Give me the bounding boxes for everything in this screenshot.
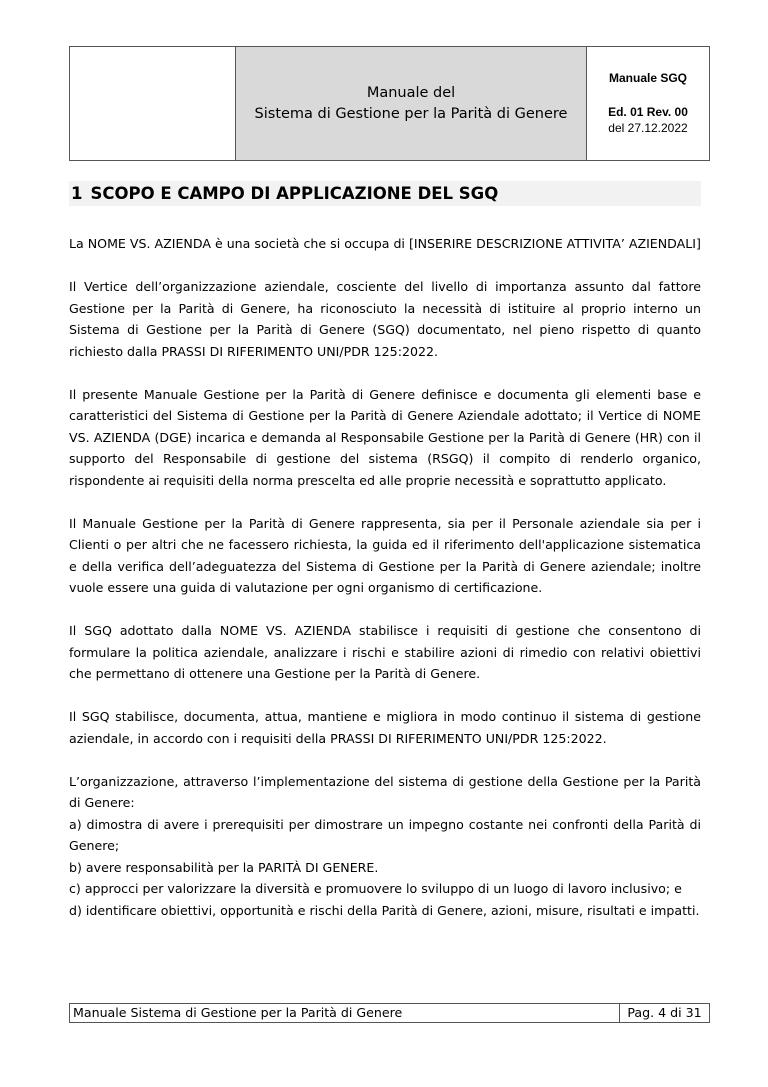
document-body — [69, 233, 701, 921]
list-item: b) avere responsabilità per la PARITÀ DI GENERE. — [69, 859, 379, 875]
logo-cell — [70, 47, 236, 160]
paragraph-6: Il SGQ stabilisce, documenta, attua, mantiene e migliora in modo continuo il sistema di gestione aziendale, in accordo con i requisiti della PRASSI DI RIFERIMENTO UNI/PDR 125:2022. — [69, 709, 701, 746]
section-heading — [69, 181, 701, 206]
paragraph-4: Il Manuale Gestione per la Parità di Genere rappresenta, sia per il Personale aziendale sia per i Clienti o per altri che ne facessero richiesta, la guida ed il riferimento dell'applicazione sistematica e della verifica dell’adeguatezza del Sistema di Gestione per la Parità di Genere aziendale; inoltre vuole essere una guida di valutazione per ogni organismo di certificazione. — [69, 515, 701, 595]
doc-code: Manuale SGQ — [608, 71, 688, 85]
section-number: 1 — [71, 184, 83, 203]
paragraph-5: Il SGQ adottato dalla NOME VS. AZIENDA stabilisce i requisiti di gestione che consentono di formulare la politica aziendale, analizzare i rischi e stabilire azioni di rimedio con relativi obiettivi che permettano di ottenere una Gestione per la Parità di Genere. — [69, 623, 701, 681]
header-title-line1: Manuale del — [366, 84, 456, 101]
document-footer — [69, 1003, 710, 1023]
list-item: d) identificare obiettivi, opportunità e rischi della Parità di Genere, azioni, misure, risultati e impatti. — [69, 902, 700, 918]
header-title — [236, 47, 587, 160]
edition-date: del 27.12.2022 — [608, 121, 688, 135]
document-header — [69, 46, 710, 161]
page-number: Pag. 4 di 31 — [627, 1005, 702, 1020]
section-title: SCOPO E CAMPO DI APPLICAZIONE DEL SGQ — [90, 184, 499, 203]
paragraph-3: Il presente Manuale Gestione per la Parità di Genere definisce e documenta gli elementi base e caratteristici del Sistema di Gestione per la Parità di Genere Aziendale adottato; il Vertice di NOME VS. AZIENDA (DGE) incarica e demanda al Responsabile Gestione per la Parità di Genere (HR) con il supporto del Responsabile di gestione del sistema (RSGQ) il compito di renderlo organico, rispondente ai requisiti della norma prescelta ed alle proprie necessità e soprattutto applicato. — [69, 386, 701, 488]
list-intro: L’organizzazione, attraverso l’implementazione del sistema di gestione della Gestione per la Parità di Genere: — [69, 773, 701, 810]
header-meta — [587, 47, 709, 160]
list-item: c) approcci per valorizzare la diversità e promuovere lo sviluppo di un luogo di lavoro inclusivo; e — [69, 881, 682, 896]
footer-title: Manuale Sistema di Gestione per la Parità di Genere — [70, 1004, 620, 1022]
paragraph-2: Il Vertice dell’organizzazione aziendale, cosciente del livello di importanza assunto dal fattore Gestione per la Parità di Genere, ha riconosciuto la necessità di istituire al proprio interno un Sistema di Gestione per la Parità di Genere (SGQ) documentato, nel pieno rispetto di quanto richiesto dalla PRASSI DI RIFERIMENTO UNI/PDR 125:2022. — [69, 279, 701, 359]
paragraph-1: La NOME VS. AZIENDA è una società che si occupa di [INSERIRE DESCRIZIONE ATTIVITA’ AZIENDALI] — [69, 236, 701, 251]
header-title-line2: Sistema di Gestione per la Parità di Genere — [254, 105, 568, 122]
list-item: a) dimostra di avere i prerequisiti per dimostrare un impegno costante nei confronti della Parità di Genere; — [69, 816, 701, 853]
objectives-list — [69, 771, 701, 922]
edition: Ed. 01 Rev. 00 — [608, 105, 688, 119]
